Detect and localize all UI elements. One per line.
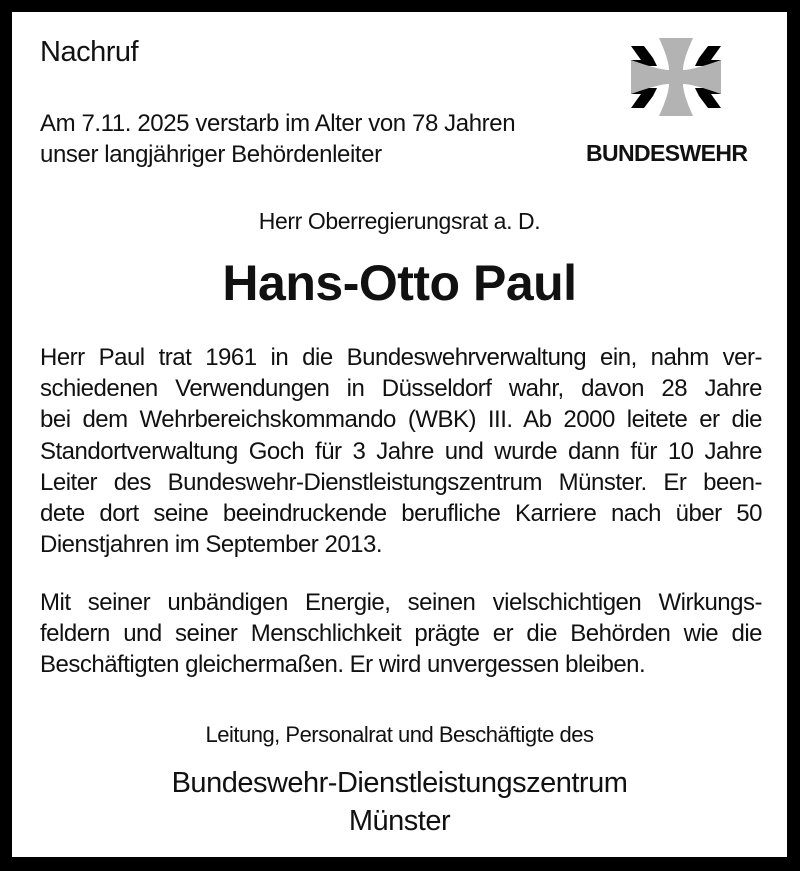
- organization-name: [12, 764, 787, 840]
- paragraph-line: Leiter des Bundeswehr-Dienstleistungszentrum Münster. Er been-: [40, 468, 762, 496]
- organization-line: Münster: [348, 805, 451, 837]
- tribute-paragraph: [40, 587, 762, 681]
- paragraph-line: dete dort seine beeindruckende berufliche Karriere nach über 50: [40, 500, 762, 528]
- bundeswehr-logo-text: BUNDESWEHR: [586, 140, 748, 166]
- paragraph-line: Dienstjahren im September 2013.: [40, 531, 383, 559]
- paragraph-line: Standortverwaltung Goch für 3 Jahre und wurde dann für 10 Jahre: [40, 437, 762, 465]
- deceased-name: Hans-Otto Paul: [222, 255, 577, 311]
- paragraph-line: Herr Paul trat 1961 in die Bundeswehrverwaltung ein, nahm ver-: [40, 344, 762, 371]
- paragraph-line: Beschäftigten gleichermaßen. Er wird unvergessen bleiben.: [40, 651, 646, 679]
- obituary-notice: [12, 12, 787, 857]
- paragraph-line: feldern und seiner Menschlichkeit prägte er die Behörden wie die: [40, 620, 762, 648]
- biography-paragraph: [40, 342, 762, 560]
- notice-heading: Nachruf: [40, 36, 139, 68]
- intro-line: unser langjähriger Behördenleiter: [40, 141, 382, 168]
- intro-text: [40, 108, 515, 170]
- paragraph-line: bei dem Wehrbereichskommando (WBK) III. Ab 2000 leitete er die: [40, 406, 762, 434]
- paragraph-line: schiedenen Verwendungen in Düsseldorf wahr, davon 28 Jahre: [40, 375, 762, 403]
- intro-line: Am 7.11. 2025 verstarb im Alter von 78 Jahren: [40, 110, 516, 137]
- deceased-title: Herr Oberregierungsrat a. D.: [258, 208, 541, 234]
- paragraph-line: Mit seiner unbändigen Energie, seinen vielschichtigen Wirkungs-: [40, 589, 762, 616]
- iron-cross-icon: [631, 38, 721, 116]
- organization-line: Bundeswehr-Dienstleistungszentrum: [171, 767, 628, 799]
- signoff-text: Leitung, Personalrat und Beschäftigte des: [205, 722, 594, 747]
